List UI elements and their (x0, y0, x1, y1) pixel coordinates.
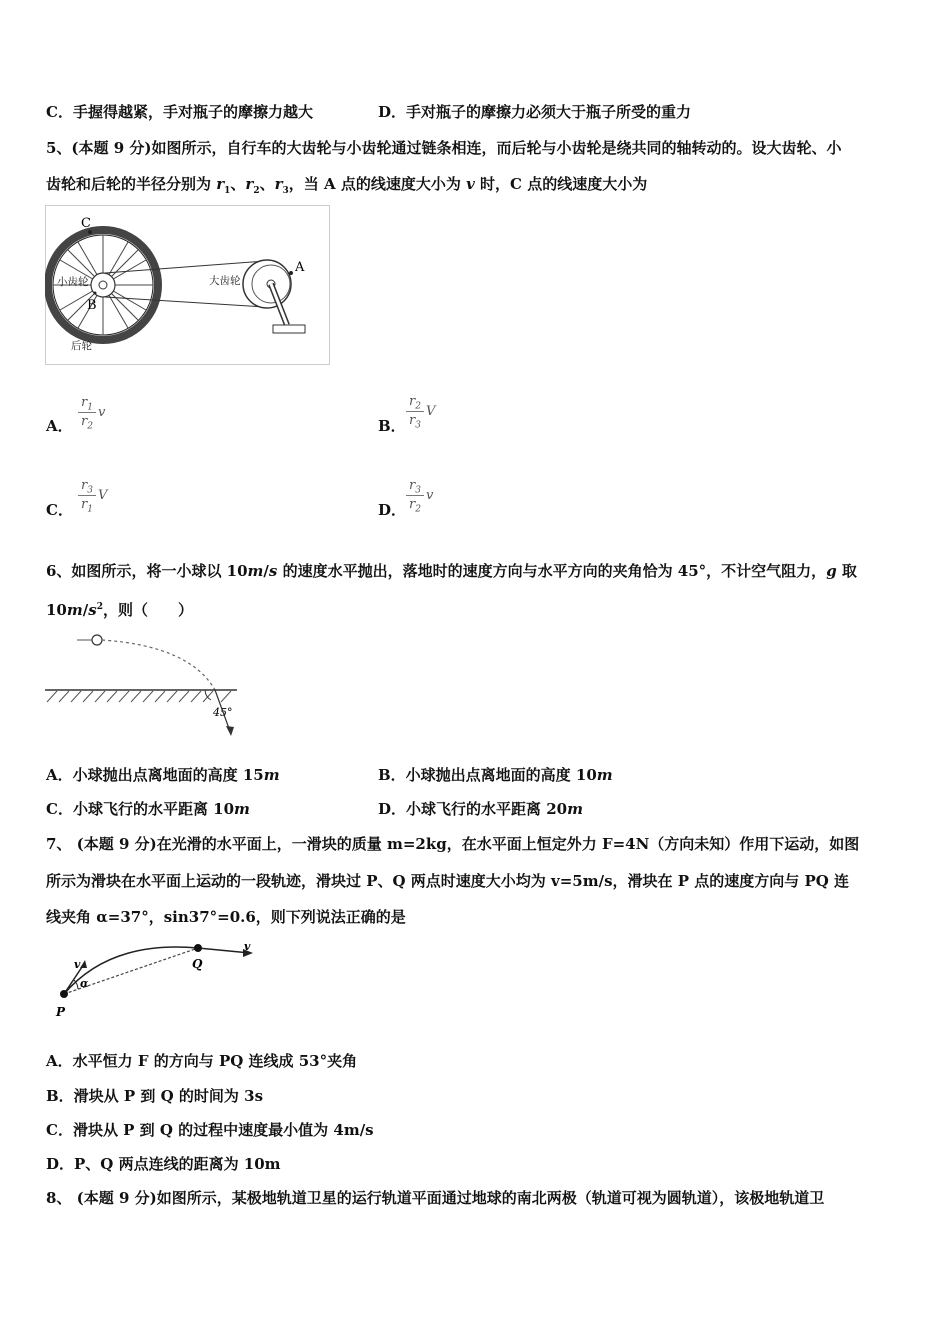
q7-v-label-q: v (244, 940, 251, 953)
q6-option-a: A．小球抛出点离地面的高度 15m (46, 766, 280, 784)
q6-option-b: B．小球抛出点离地面的高度 10m (378, 766, 613, 784)
fig-label-rear-wheel: 后轮 (71, 340, 92, 352)
q6-option-d: D．小球飞行的水平距离 20m (378, 800, 583, 818)
q7-option-d: D．P、Q 两点连线的距离为 10m (46, 1155, 281, 1173)
q6-stem-line2: $10m/s^2$，则（ ） (46, 601, 193, 619)
q7-option-b: B．滑块从 P 到 Q 的时间为 3s (46, 1087, 264, 1105)
q7-stem-line1: 7、 (本题 9 分)在光滑的水平面上，一滑块的质量 m=2kg，在水平面上恒定外力 F=4N（方向未知）作用下运动，如图 (46, 835, 860, 853)
fig-label-b: B (87, 298, 97, 313)
q7-point-p: P (56, 1005, 66, 1019)
q7-option-a: A．水平恒力 F 的方向与 PQ 连线成 53°夹角 (46, 1052, 358, 1070)
fig-label-big-gear: 大齿轮 (209, 275, 241, 287)
q5-option-b-fraction: $r_2$ $r_3$ V (404, 394, 444, 434)
trajectory-pq-figure (50, 938, 265, 1022)
fig-label-c: C (81, 216, 91, 231)
fig-label-a: A (295, 260, 305, 275)
q7-option-c: C．滑块从 P 到 Q 的过程中速度最小值为 4m/s (46, 1121, 374, 1139)
q6-stem-line1: 6、如图所示，将一小球以 10m/s 的速度水平抛出，落地时的速度方向与水平方向的夹角恰为 45°，不计空气阻力，g 取 (46, 562, 857, 580)
q7-stem-line2: 所示为滑块在水平面上运动的一段轨迹，滑块过 P、Q 两点时速度大小均为 v=5m/s，滑块在 P 点的速度方向与 PQ 连 (46, 872, 850, 890)
q4-option-d: D．手对瓶子的摩擦力必须大于瓶子所受的重力 (378, 103, 692, 121)
projectile-figure (45, 628, 240, 740)
q8-stem-line1: 8、 (本题 9 分)如图所示，某极地轨道卫星的运行轨道平面通过地球的南北两极（轨道可视为圆轨道），该极地轨道卫 (46, 1189, 825, 1207)
q5-option-a-fraction: $r_1$ $r_2$ v (76, 395, 116, 435)
q7-alpha-label: α (80, 977, 89, 990)
bicycle-gear-figure (45, 205, 330, 365)
q7-v-label-p: v (74, 958, 81, 971)
q4-option-c: C．手握得越紧，手对瓶子的摩擦力越大 (46, 103, 313, 121)
q5-option-b-label: B． (378, 417, 406, 435)
q5-option-d-label: D． (378, 501, 407, 519)
q6-angle-label: 45° (213, 706, 233, 719)
q5-option-c-label: C． (46, 501, 73, 519)
q5-stem-line2: 齿轮和后轮的半径分别为 $r_1$、$r_2$、$r_3$，当 A 点的线速度大小为 v 时，C 点的线速度大小为 (46, 175, 648, 196)
q6-option-c: C．小球飞行的水平距离 10m (46, 800, 250, 818)
q5-option-d-fraction: $r_3$ $r_2$ v (404, 478, 444, 518)
q5-stem-line1: 5、(本题 9 分)如图所示，自行车的大齿轮与小齿轮通过链条相连，而后轮与小齿轮是绕共同的轴转动的。设大齿轮、小 (46, 139, 842, 157)
fig-label-small-gear: 小齿轮 (57, 276, 89, 288)
q5-option-a-label: A． (46, 417, 73, 435)
q7-point-q: Q (192, 957, 203, 971)
q5-option-c-fraction: $r_3$ $r_1$ V (76, 478, 116, 518)
q7-stem-line3: 线夹角 α=37°，sin37°=0.6，则下列说法正确的是 (46, 908, 406, 926)
